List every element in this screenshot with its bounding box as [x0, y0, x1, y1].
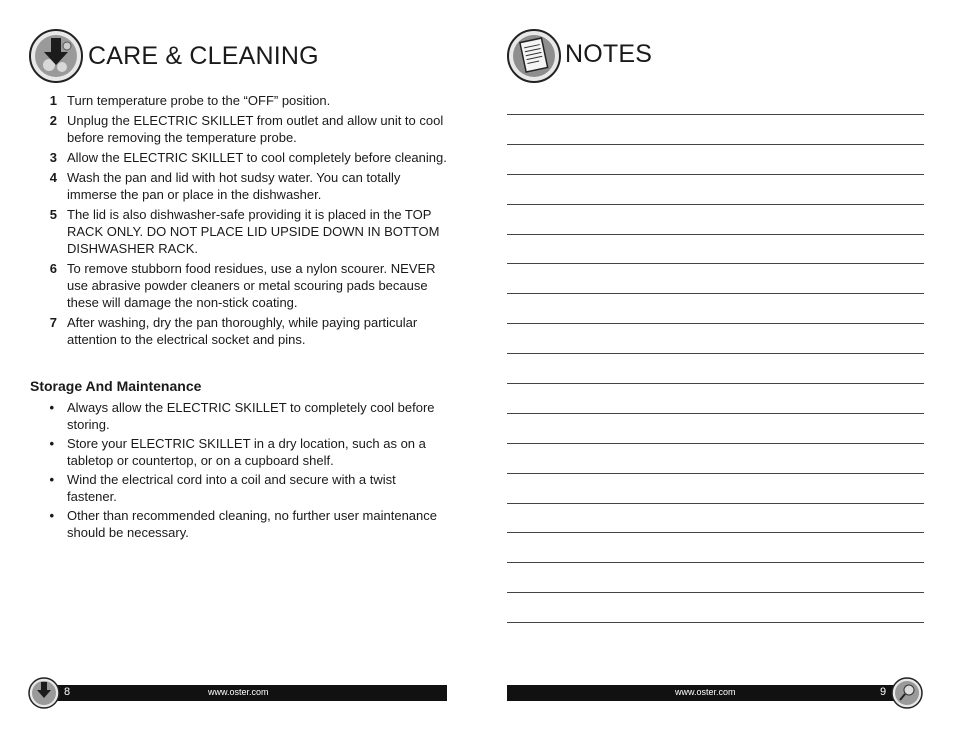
list-item: • Always allow the ELECTRIC SKILLET to completely cool before storing.: [28, 399, 448, 433]
list-item: 2 Unplug the ELECTRIC SKILLET from outlet and allow unit to cool before removing the temperature probe.: [49, 113, 444, 145]
note-line: [507, 443, 924, 473]
footer-url[interactable]: www.oster.com: [675, 687, 736, 697]
note-line: [507, 532, 924, 562]
list-item: • Store your ELECTRIC SKILLET in a dry location, such as on a tabletop or countertop, or on a cupboard shelf.: [28, 435, 448, 469]
note-line: [507, 263, 924, 293]
page-number: 9: [880, 686, 887, 698]
bullet-icon: •: [49, 472, 54, 487]
footer-bar: [42, 685, 447, 701]
note-line: [507, 503, 924, 533]
list-item: 1 Turn temperature probe to the “OFF” position.: [49, 93, 331, 108]
storage-bullets-list: [28, 399, 448, 543]
note-line: [507, 144, 924, 174]
note-line: [507, 293, 924, 323]
note-line: [507, 353, 924, 383]
note-line: [507, 592, 924, 622]
note-line: [507, 473, 924, 503]
bullet-icon: •: [49, 436, 54, 451]
note-line: [507, 413, 924, 443]
cleaning-steps-list: [28, 92, 448, 351]
care-cleaning-icon: [29, 29, 83, 83]
page-number: 8: [64, 686, 71, 698]
bullet-icon: •: [49, 508, 54, 523]
notes-small-icon: [891, 677, 923, 709]
note-line: [507, 114, 924, 144]
note-line: [507, 174, 924, 204]
page-title: CARE & CLEANING: [88, 42, 319, 70]
note-line: [507, 383, 924, 413]
footer-bar: [507, 685, 911, 701]
list-item: 7 After washing, dry the pan thoroughly, while paying particular attention to the electrical socket and pins.: [49, 315, 418, 347]
bullet-icon: •: [49, 400, 54, 415]
care-cleaning-small-icon: [28, 677, 60, 709]
storage-heading: Storage And Maintenance: [30, 378, 202, 394]
note-line: [507, 323, 924, 353]
notes-lines: [507, 114, 924, 652]
list-item: • Wind the electrical cord into a coil and secure with a twist fastener.: [28, 471, 448, 505]
note-line: [507, 622, 924, 652]
right-page: [477, 0, 954, 746]
list-item: 4 Wash the pan and lid with hot sudsy water. You can totally immerse the pan or place in the dishwasher.: [49, 170, 401, 202]
note-line: [507, 204, 924, 234]
note-line: [507, 234, 924, 264]
notes-icon: [507, 29, 561, 83]
list-item: 3 Allow the ELECTRIC SKILLET to cool completely before cleaning.: [49, 150, 447, 165]
list-item: 5 The lid is also dishwasher-safe providing it is placed in the TOP RACK ONLY. DO NOT PLACE LID UPSIDE DOWN IN BOTTOM DISHWASHER RACK.: [49, 207, 440, 256]
page-title: NOTES: [565, 40, 653, 68]
list-item: • Other than recommended cleaning, no further user maintenance should be necessary.: [28, 507, 448, 541]
footer-url[interactable]: www.oster.com: [208, 687, 269, 697]
note-line: [507, 562, 924, 592]
list-item: 6 To remove stubborn food residues, use a nylon scourer. NEVER use abrasive powder cleaners or metal scouring pads because these will damage the non-stick coating.: [49, 261, 436, 310]
